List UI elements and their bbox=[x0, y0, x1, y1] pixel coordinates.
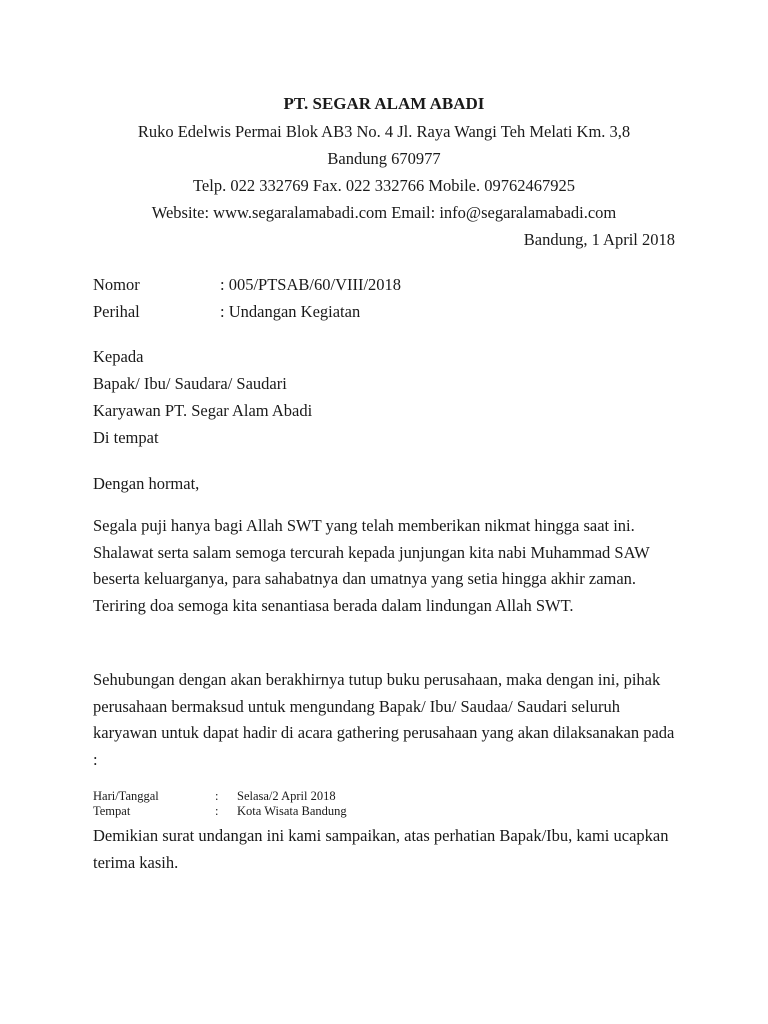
recipient-line-2: Bapak/ Ibu/ Saudara/ Saudari bbox=[93, 374, 287, 393]
letter-date: Bandung, 1 April 2018 bbox=[523, 230, 675, 249]
recipient-line-4: Di tempat bbox=[93, 428, 159, 447]
company-name: PT. SEGAR ALAM ABADI bbox=[283, 94, 485, 113]
nomor-value: : 005/PTSAB/60/VIII/2018 bbox=[220, 275, 402, 294]
recipient-line-1: Kepada bbox=[93, 347, 144, 366]
nomor-label: Nomor bbox=[93, 275, 140, 294]
perihal-label: Perihal bbox=[93, 302, 140, 321]
detail-place-label: Tempat bbox=[93, 804, 131, 818]
address-line-1: Ruko Edelwis Permai Blok AB3 No. 4 Jl. Raya Wangi Teh Melati Km. 3,8 bbox=[137, 122, 631, 141]
detail-row-date bbox=[93, 789, 336, 804]
address-line-2: Bandung 670977 bbox=[327, 149, 441, 168]
contact-line: Telp. 022 332769 Fax. 022 332766 Mobile. 09762467925 bbox=[193, 176, 575, 195]
greeting: Dengan hormat, bbox=[93, 474, 200, 493]
detail-date-label: Hari/Tanggal bbox=[93, 789, 159, 803]
perihal-value: : Undangan Kegiatan bbox=[220, 302, 361, 321]
detail-date-colon: : bbox=[215, 789, 219, 803]
detail-date-value: Selasa/2 April 2018 bbox=[237, 789, 336, 803]
perihal-row bbox=[93, 302, 360, 322]
detail-place-value: Kota Wisata Bandung bbox=[237, 804, 347, 818]
paragraph-invitation: Sehubungan dengan akan berakhirnya tutup buku perusahaan, maka dengan ini, pihak perusahaan bermaksud untuk mengundang Bapak/ Ibu/ Saudaa/ Saudari seluruh karyawan untuk dapat hadir di acara gathering perusahaan yang akan dilaksanakan pada : bbox=[93, 670, 675, 769]
closing-paragraph: Demikian surat undangan ini kami sampaikan, atas perhatian Bapak/Ibu, kami ucapkan terima kasih. bbox=[93, 826, 669, 872]
recipient-line-3: Karyawan PT. Segar Alam Abadi bbox=[93, 401, 313, 420]
nomor-row bbox=[93, 275, 401, 295]
paragraph-opening: Segala puji hanya bagi Allah SWT yang telah memberikan nikmat hingga saat ini. Shalawat serta salam semoga tercurah kepada junjungan kita nabi Muhammad SAW beserta keluarganya, para sahabatnya dan umatnya yang setia hingga akhir zaman. Teriring doa semoga kita senantiasa berada dalam lindungan Allah SWT. bbox=[93, 516, 650, 615]
detail-row-place bbox=[93, 804, 347, 819]
web-email-line: Website: www.segaralamabadi.com Email: info@segaralamabadi.com bbox=[151, 203, 617, 222]
detail-place-colon: : bbox=[215, 804, 219, 818]
